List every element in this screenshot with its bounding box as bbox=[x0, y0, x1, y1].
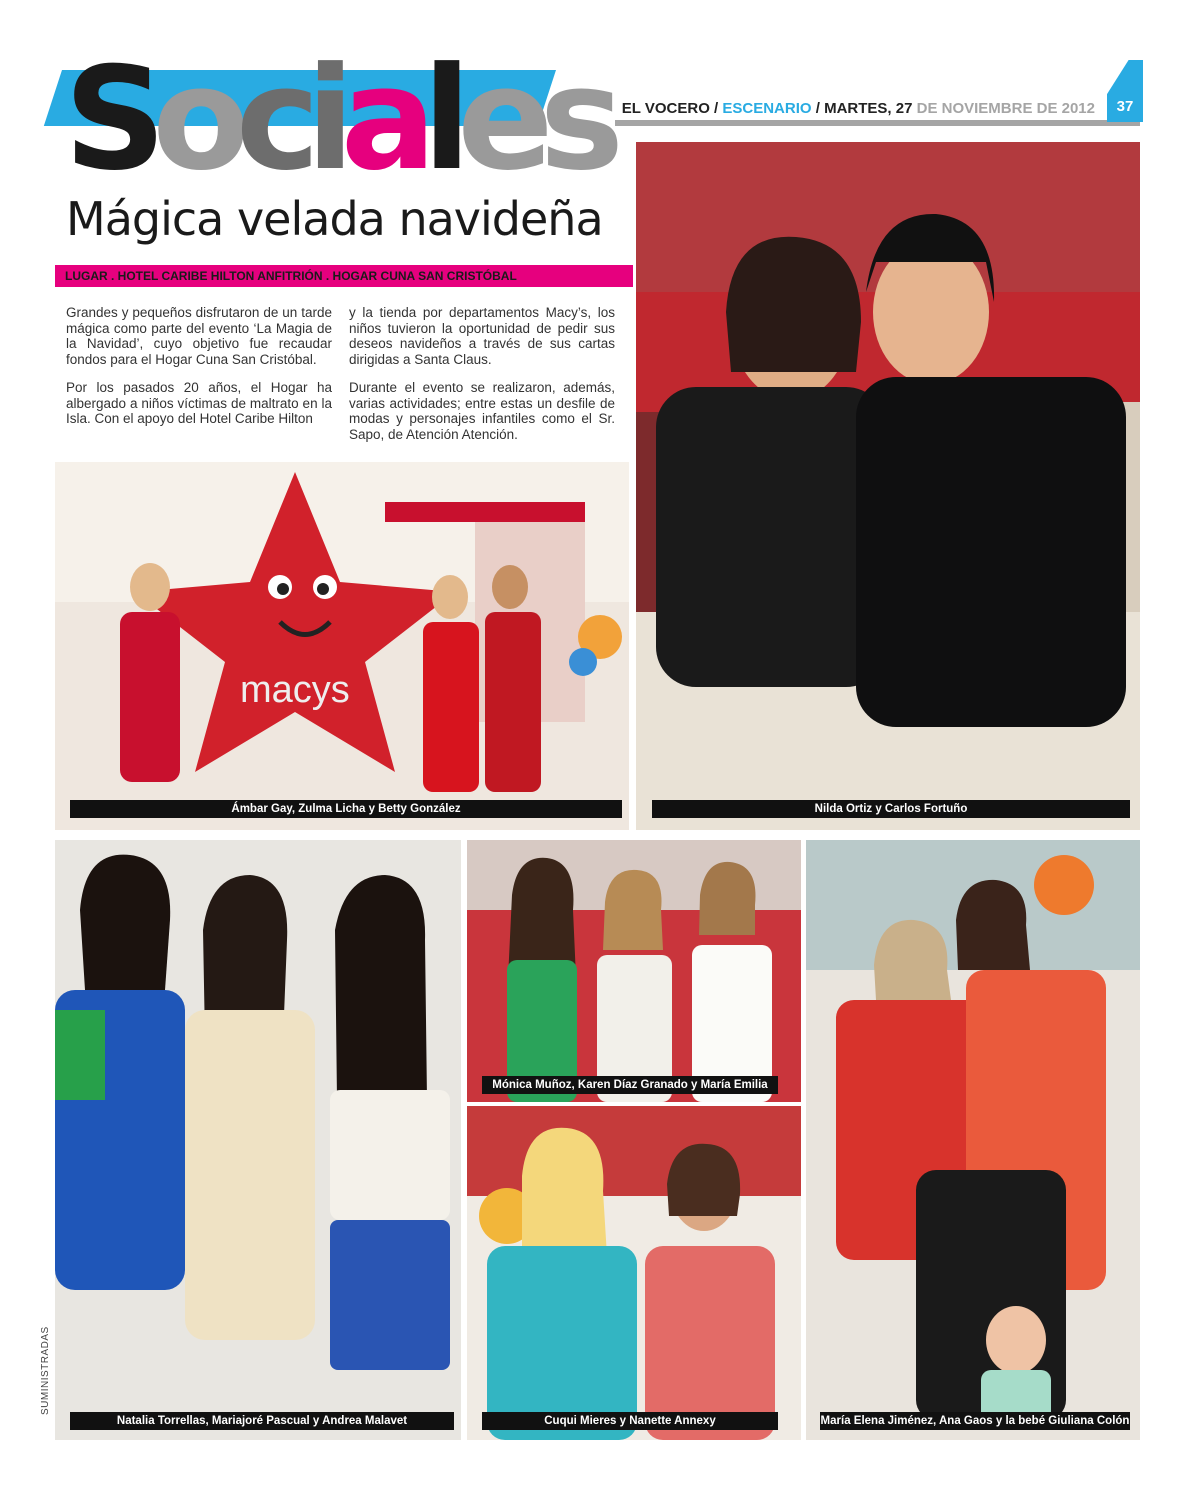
folio-separator: / bbox=[709, 100, 723, 117]
article-column-2 bbox=[349, 305, 615, 455]
photo-cuqui-nanette bbox=[467, 1106, 801, 1440]
macys-sign: macys bbox=[240, 669, 350, 711]
paper-name: EL VOCERO bbox=[621, 100, 710, 117]
folio-line bbox=[622, 100, 1095, 117]
photo-natalia-mariajore-andrea bbox=[55, 840, 461, 1440]
photo-nilda-carlos bbox=[636, 142, 1140, 830]
masthead-letter: S bbox=[64, 37, 153, 202]
folio-rule bbox=[615, 120, 1140, 126]
masthead-letter: e bbox=[457, 37, 540, 202]
info-bar: LUGAR . HOTEL CARIBE HILTON ANFITRIÓN . HOGAR CUNA SAN CRISTÓBAL bbox=[55, 265, 633, 287]
paragraph: y la tienda por departamentos Macy’s, los niños tuvieron la oportunidad de pedir sus deseos navideños a través de sus cartas dirigidas a Santa Claus. bbox=[349, 305, 615, 367]
photo-caption: María Elena Jiménez, Ana Gaos y la bebé Giuliana Colón bbox=[820, 1412, 1130, 1430]
masthead-letter: c bbox=[235, 37, 307, 202]
photo-illustration bbox=[636, 142, 1140, 830]
paragraph: Grandes y pequeños disfrutaron de un tarde mágica como parte del evento ‘La Magia de la Navidad’, cuyo objetivo fue recaudar fondos para el Hogar Cuna San Cristóbal. bbox=[66, 305, 332, 367]
paragraph: Durante el evento se realizaron, además, varias actividades; entre estas un desfile de modas y personajes infantiles como el Sr. Sapo, de Atención Atención. bbox=[349, 380, 615, 442]
masthead-letter: o bbox=[152, 37, 236, 202]
photo-caption: Ámbar Gay, Zulma Licha y Betty González bbox=[70, 800, 622, 818]
headline: Mágica velada navideña bbox=[66, 192, 603, 246]
masthead-letter: a bbox=[340, 37, 423, 202]
paragraph: Por los pasados 20 años, el Hogar ha albergado a niños víctimas de maltrato en la Isla. Con el apoyo del Hotel Caribe Hilton bbox=[66, 380, 332, 426]
page-number: 37 bbox=[1116, 98, 1134, 115]
photo-monica-karen-maria bbox=[467, 840, 801, 1102]
photo-illustration bbox=[806, 840, 1140, 1440]
photo-credit: SUMINISTRADAS bbox=[40, 1326, 51, 1415]
masthead-letter: s bbox=[539, 37, 611, 202]
folio-separator: / bbox=[811, 100, 825, 117]
section-name: ESCENARIO bbox=[722, 100, 812, 117]
photo-caption: Natalia Torrellas, Mariajoré Pascual y Andrea Malavet bbox=[70, 1412, 454, 1430]
folio-date: DE NOVIEMBRE DE 2012 bbox=[912, 100, 1095, 117]
masthead-sociales bbox=[64, 37, 611, 202]
photo-illustration bbox=[55, 462, 629, 830]
masthead-letter: i bbox=[306, 37, 341, 202]
photo-caption: Nilda Ortiz y Carlos Fortuño bbox=[652, 800, 1130, 818]
photo-illustration bbox=[55, 840, 461, 1440]
masthead-letter: l bbox=[422, 37, 458, 202]
photo-illustration bbox=[467, 840, 801, 1102]
photo-caption: Cuqui Mieres y Nanette Annexy bbox=[482, 1412, 778, 1430]
photo-ambar-zulma-betty bbox=[55, 462, 629, 830]
photo-caption: Mónica Muñoz, Karen Díaz Granado y María Emilia bbox=[482, 1076, 778, 1094]
photo-maria-ana-giuliana bbox=[806, 840, 1140, 1440]
photo-illustration bbox=[467, 1106, 801, 1440]
folio-day: MARTES, 27 bbox=[824, 100, 913, 117]
article-column-1 bbox=[66, 305, 332, 440]
